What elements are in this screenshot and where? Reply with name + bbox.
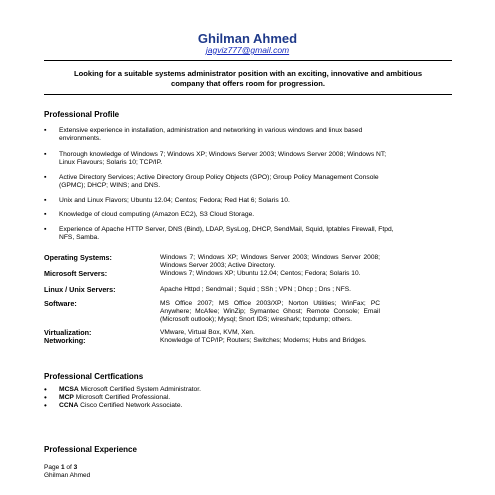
- skill-value: Knowledge of TCP/IP; Routers; Switches; Modems; Hubs and Bridges.: [160, 337, 367, 344]
- cert-text: Microsoft Certified Professional.: [73, 394, 171, 401]
- objective-statement: Looking for a suitable systems administrator position with an exciting, innovative and ambitious company that offers room for progression.: [73, 69, 423, 88]
- bullet-icon: •: [44, 393, 47, 402]
- cert-abbr: CCNA: [59, 402, 79, 409]
- page-number: Page 1 of 3: [44, 464, 78, 471]
- skill-value: Windows 7; Windows XP; Windows Server 2003; Windows Server 2008; Windows Server 2003; Active Directory.: [160, 254, 380, 269]
- skill-label: Operating Systems:: [44, 253, 112, 262]
- skill-label: Linux / Unix Servers:: [44, 285, 116, 294]
- email-link[interactable]: jagviz777@gmail.com: [205, 45, 290, 55]
- bullet-icon: ▪: [44, 127, 47, 134]
- cert-text: Microsoft Certified System Administrator.: [78, 386, 201, 393]
- skill-label: Software:: [44, 299, 77, 308]
- skill-value: Apache Httpd ; Sendmail ; Squid ; SSh ; VPN ; Dhcp ; Dns ; NFS.: [160, 286, 351, 293]
- profile-item-text: Unix and Linux Flavors; Ubuntu 12.04; Centos; Fedora; Red Hat 6; Solaris 10.: [59, 197, 290, 204]
- bullet-icon: ▪: [44, 197, 47, 204]
- skill-value: MS Office 2007; MS Office 2003/XP; Norton Utilities; WinFax; PC Anywhere; McAfee; WinZip; Symantec Ghost; Remote Console; Email (Microsoft outlook); Mysql; Snort IDS; wireshark; tcpdump; others.: [160, 300, 380, 323]
- profile-item-text: Experience of Apache HTTP Server, DNS (Bind), LDAP, SysLog, DHCP, SendMail, Squid, Iptables Firewall, Ftpd, NFS, Samba.: [59, 226, 394, 242]
- profile-item-text: Extensive experience in installation, administration and networking in various windows and linux based environments.: [59, 127, 363, 143]
- footer-author: Ghilman Ahmed: [44, 472, 91, 479]
- cert-abbr: MCSA: [59, 386, 79, 393]
- profile-item-text: Knowledge of cloud computing (Amazon EC2), S3 Cloud Storage.: [59, 211, 255, 218]
- page-footer: [44, 464, 90, 480]
- bullet-icon: ▪: [44, 174, 47, 181]
- bullet-icon: ▪: [44, 151, 47, 158]
- top-divider: [44, 60, 452, 61]
- objective-divider: [44, 94, 452, 95]
- experience-section-title: Professional Experience: [44, 445, 137, 454]
- bullet-icon: ▪: [44, 211, 47, 218]
- bullet-icon: •: [44, 401, 47, 410]
- cert-text: Cisco Certified Network Associate.: [78, 402, 183, 409]
- profile-item-text: Thorough knowledge of Windows 7; Windows XP; Windows Server 2003; Windows Server 2008; Windows NT; Linux Flavours; Solaris 10; TCP/IP.: [59, 151, 387, 167]
- skill-value: Windows 7; Windows XP; Ubuntu 12.04; Centos; Fedora; Solaris 10.: [160, 270, 361, 277]
- bullet-icon: •: [44, 385, 47, 394]
- bullet-icon: ▪: [44, 226, 47, 233]
- skill-label: Microsoft Servers:: [44, 269, 108, 278]
- skill-label: Networking:: [44, 336, 86, 345]
- certifications-section-title: Professional Certfications: [44, 372, 144, 381]
- skill-value: VMware, Virtual Box, KVM, Xen.: [160, 329, 255, 336]
- cert-abbr: MCP: [59, 394, 74, 401]
- candidate-name: Ghilman Ahmed: [197, 31, 298, 46]
- skill-label: Virtualization:: [44, 328, 92, 337]
- profile-section-title: Professional Profile: [44, 110, 120, 119]
- profile-item-text: Active Directory Services; Active Directory Group Policy Objects (GPO); Group Policy Management Console (GPMC); DHCP; WINS; and DNS.: [59, 174, 379, 190]
